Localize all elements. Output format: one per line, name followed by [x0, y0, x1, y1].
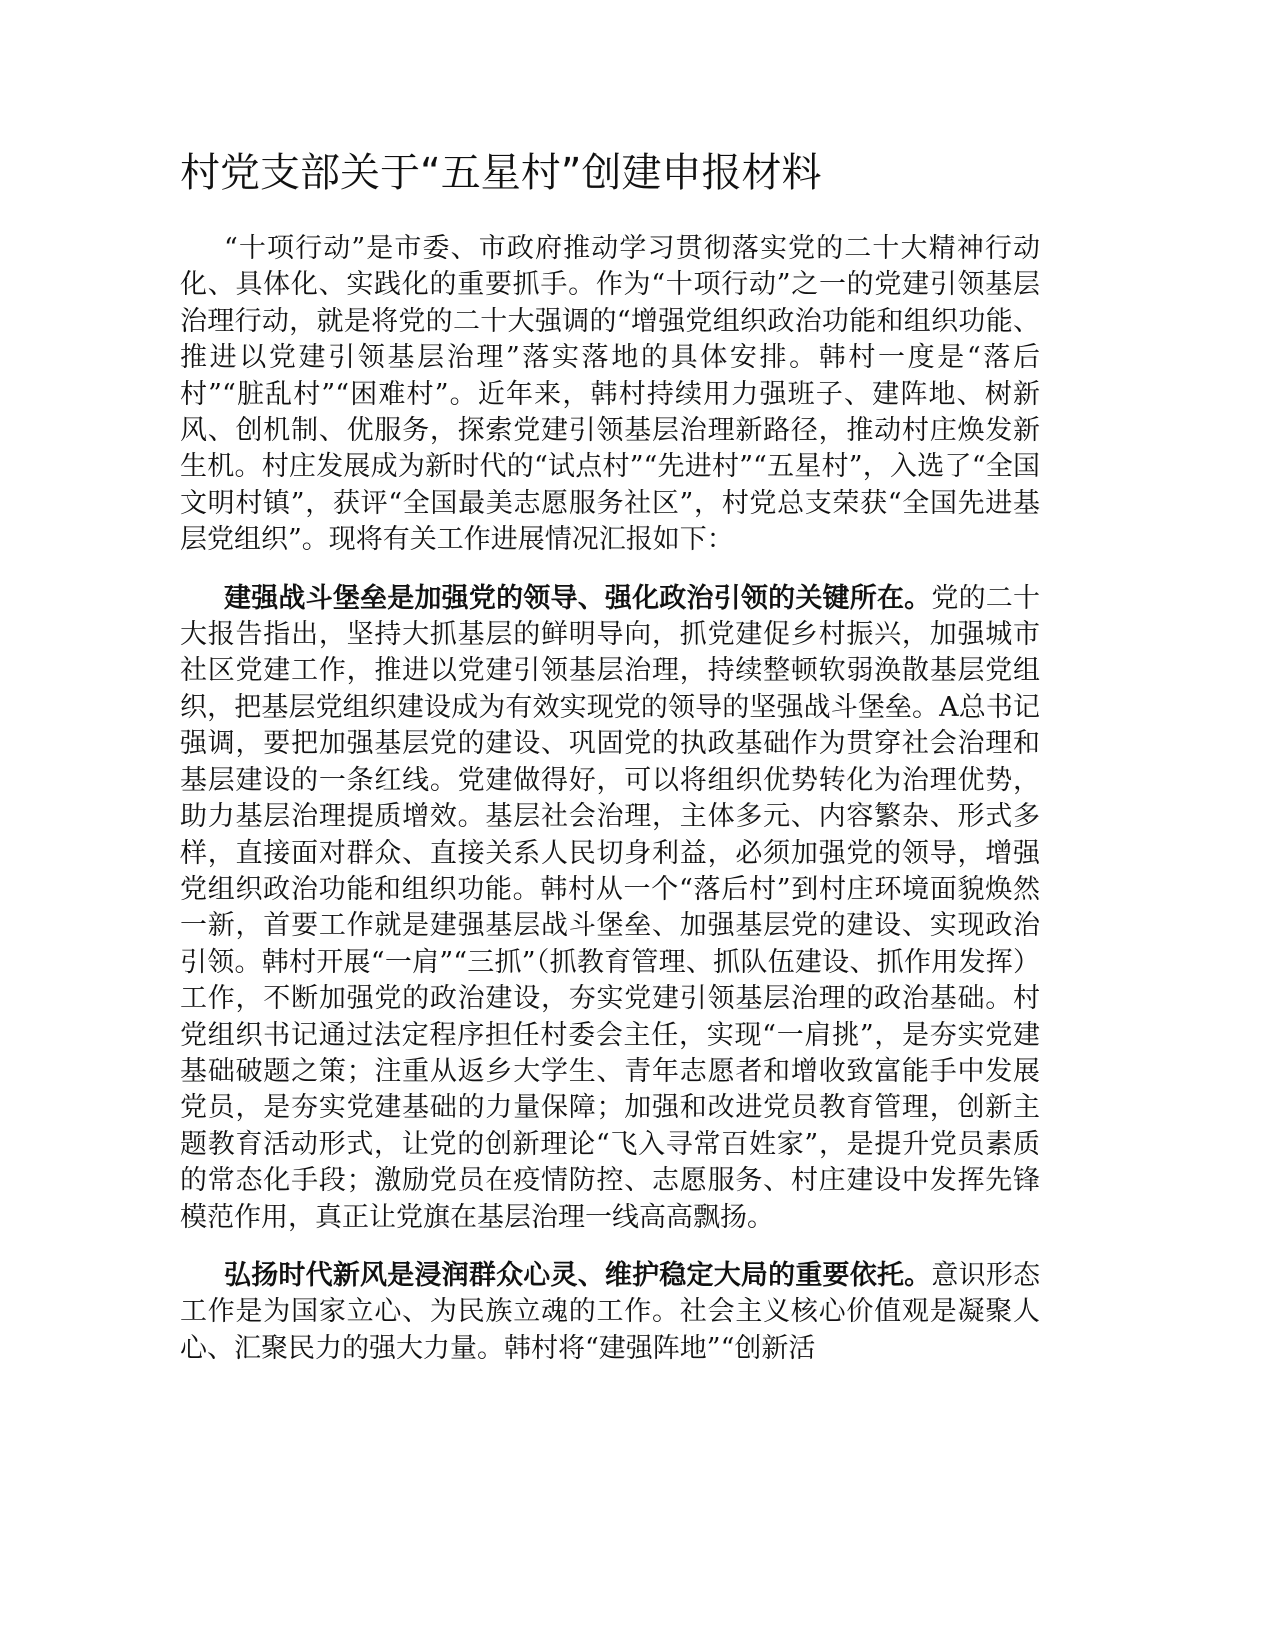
- paragraph-fortress-text: 党的二十大报告指出，坚持大抓基层的鲜明导向，抓党建促乡村振兴，加强城市社区党建工作，推进以党建引领基层治理，持续整顿软弱涣散基层党组织，把基层党组织建设成为有效实现党的领导的坚强战斗堡垒。A总书记强调，要把加强基层党的建设、巩固党的执政基础作为贯穿社会治理和基层建设的一条红线。党建做得好，可以将组织优势转化为治理优势，助力基层治理提质增效。基层社会治理，主体多元、内容繁杂、形式多样，直接面对群众、直接关系人民切身利益，必须加强党的领导，增强党组织政治功能和组织功能。韩村从一个“落后村”到村庄环境面貌焕然一新，首要工作就是建强基层战斗堡垒、加强基层党的建设、实现政治引领。韩村开展“一肩”“三抓”（抓教育管理、抓队伍建设、抓作用发挥）工作，不断加强党的政治建设，夯实党建引领基层治理的政治基础。村党组织书记通过法定程序担任村委会主任，实现“一肩挑”，是夯实党建基础破题之策；注重从返乡大学生、青年志愿者和增收致富能手中发展党员，是夯实党建基础的力量保障；加强和改进党员教育管理，创新主题教育活动形式，让党的创新理论“飞入寻常百姓家”，是提升党员素质的常态化手段；激励党员在疫情防控、志愿服务、村庄建设中发挥先锋模范作用，真正让党旗在基层治理一线高高飘扬。: [180, 582, 1041, 1233]
- paragraph-new-ethos-text: 意识形态工作是为国家立心、为民族立魂的工作。社会主义核心价值观是凝聚人心、汇聚民力的强大力量。韩村将“建强阵地”“创新活: [180, 1259, 1041, 1364]
- paragraph-fortress-lead: 建强战斗堡垒是加强党的领导、强化政治引领的关键所在。: [224, 582, 932, 614]
- paragraph-new-ethos-lead: 弘扬时代新风是浸润群众心灵、维护稳定大局的重要依托。: [224, 1259, 932, 1291]
- document-page: [180, 143, 1040, 1389]
- document-title: 村党支部关于“五星村”创建申报材料: [180, 150, 822, 196]
- paragraph-new-ethos: [180, 1258, 1040, 1367]
- paragraph-intro: [180, 231, 1040, 559]
- paragraph-intro-text: “十项行动”是市委、市政府推动学习贯彻落实党的二十大精神行动化、具体化、实践化的重要抓手。作为“十项行动”之一的党建引领基层治理行动，就是将党的二十大强调的“增强党组织政治功能和组织功能、推进以党建引领基层治理”落实落地的具体安排。韩村一度是“落后村”“脏乱村”“困难村”。近年来，韩村持续用力强班子、建阵地、树新风、创机制、优服务，探索党建引领基层治理新路径，推动村庄焕发新生机。村庄发展成为新时代的“试点村”“先进村”“五星村”，入选了“全国文明村镇”，获评“全国最美志愿服务社区”，村党总支荣获“全国先进基层党组织”。现将有关工作进展情况汇报如下：: [180, 233, 1040, 556]
- paragraph-fortress: [180, 581, 1040, 1236]
